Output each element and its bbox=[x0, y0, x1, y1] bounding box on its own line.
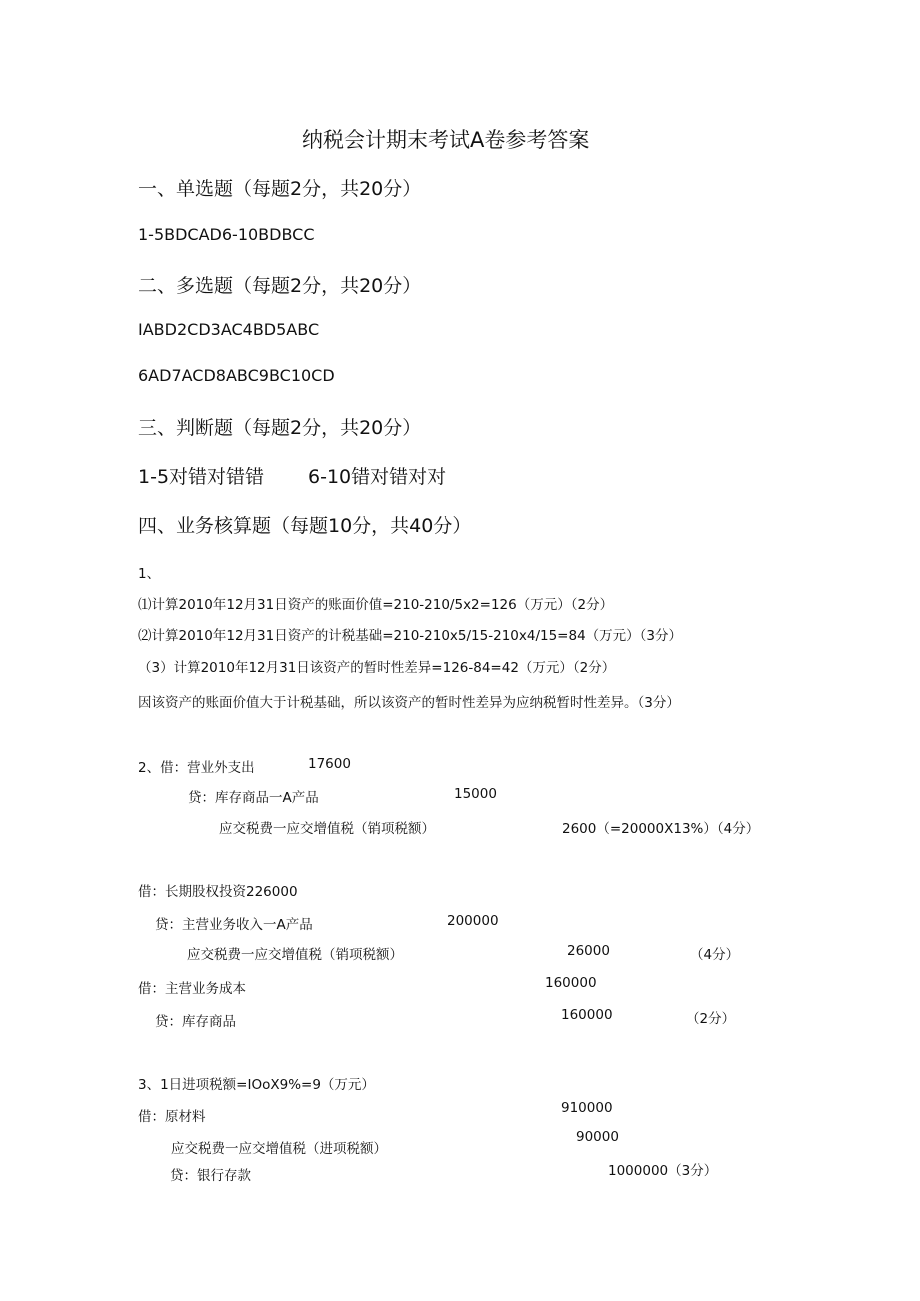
q3-credit-label: 贷：银行存款 bbox=[170, 1168, 251, 1184]
q2-entry1-credit1: 贷：库存商品一A产品 bbox=[188, 790, 319, 806]
q1-number: 1、 bbox=[138, 566, 161, 582]
q3-debit1: 借：原材料 bbox=[138, 1109, 206, 1125]
section-heading-multiple-choice: 二、多选题（每题2分，共20分） bbox=[138, 275, 422, 297]
q3-debit2-amount: 90000 bbox=[576, 1129, 619, 1145]
q3-credit-amount: 1000000（3分） bbox=[608, 1163, 718, 1179]
q3-debit2: 应交税费一应交增值税（进项税额） bbox=[171, 1141, 387, 1157]
answers-single-choice: 1-5BDCAD6-10BDBCC bbox=[138, 225, 315, 244]
q2-entry2-credit1-amount: 200000 bbox=[447, 913, 499, 929]
page-title: 纳税会计期末考试A卷参考答案 bbox=[302, 128, 590, 152]
section-heading-single-choice: 一、单选题（每题2分，共20分） bbox=[138, 178, 422, 200]
q1-line-4: 因该资产的账面价值大于计税基础，所以该资产的暂时性差异为应纳税暂时性差异。（3分） bbox=[138, 695, 680, 711]
q2-entry3-score: （2分） bbox=[686, 1011, 736, 1027]
q3-debit1-amount: 910000 bbox=[561, 1100, 613, 1116]
section-heading-true-false: 三、判断题（每题2分，共20分） bbox=[138, 417, 422, 439]
q1-line-1: ⑴计算2010年12月31日资产的账面价值=210-210/5x2=126（万元）（2分） bbox=[138, 597, 614, 613]
answers-multiple-choice-2: 6AD7ACD8ABC9BC10CD bbox=[138, 366, 335, 385]
q1-line-2: ⑵计算2010年12月31日资产的计税基础=210-210x5/15-210x4/15=84（万元）（3分） bbox=[138, 628, 683, 644]
q2-entry3-credit: 贷：库存商品 bbox=[155, 1014, 236, 1030]
q2-entry1-debit: 2、借：营业外支出 bbox=[138, 760, 255, 776]
q3-credit-cut-off bbox=[170, 1164, 290, 1184]
answers-multiple-choice-1: IABD2CD3AC4BD5ABC bbox=[138, 320, 320, 339]
q2-entry3-debit-amount: 160000 bbox=[545, 975, 597, 991]
q2-entry2-credit1: 贷：主营业务收入一A产品 bbox=[155, 917, 313, 933]
q3-line-1: 3、1日进项税额=IOoX9%=9（万元） bbox=[138, 1077, 375, 1093]
q2-entry1-credit2-amount: 2600（=20000X13%）（4分） bbox=[562, 821, 760, 837]
q2-entry1-credit1-amount: 15000 bbox=[454, 786, 497, 802]
section-heading-calculation: 四、业务核算题（每题10分，共40分） bbox=[138, 515, 472, 537]
answers-true-false-2: 6-10错对错对对 bbox=[308, 466, 447, 488]
q2-entry1-credit2: 应交税费一应交增值税（销项税额） bbox=[219, 821, 435, 837]
q2-entry2-credit2-amount: 26000 bbox=[567, 943, 610, 959]
q1-line-3: （3）计算2010年12月31日该资产的暂时性差异=126-84=42（万元）（2分） bbox=[138, 660, 616, 676]
q2-entry2-credit2: 应交税费一应交增值税（销项税额） bbox=[187, 947, 403, 963]
q2-entry1-debit-amount: 17600 bbox=[308, 756, 351, 772]
answers-true-false-1: 1-5对错对错错 bbox=[138, 466, 265, 488]
q2-entry2-score: （4分） bbox=[690, 947, 740, 963]
q2-entry3-debit: 借：主营业务成本 bbox=[138, 981, 246, 997]
q2-entry3-credit-amount: 160000 bbox=[561, 1007, 613, 1023]
q2-entry2-debit: 借：长期股权投资226000 bbox=[138, 884, 298, 900]
